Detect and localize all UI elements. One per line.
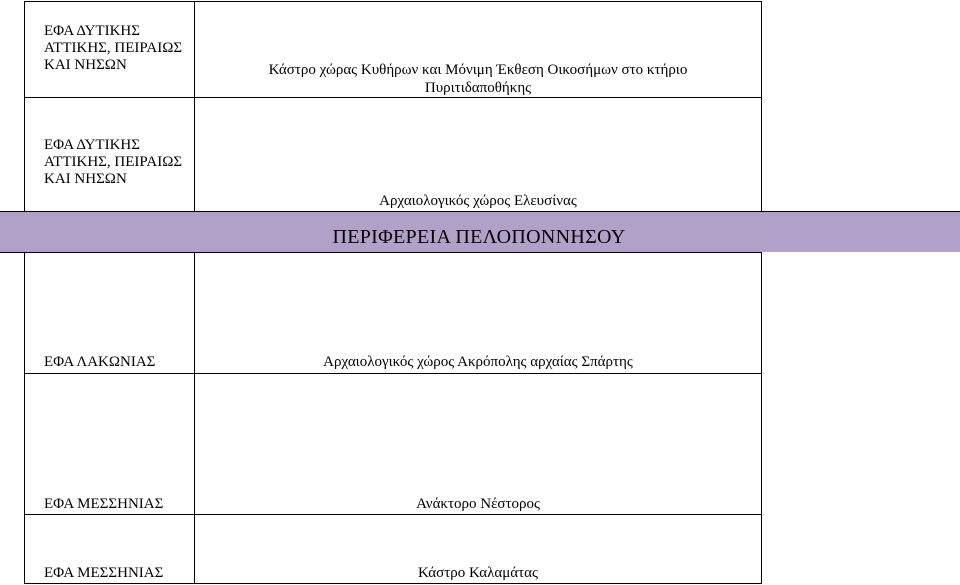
grid-line-row3-bottom	[24, 373, 762, 374]
table-row-site-line1: Κάστρο χώρας Κυθήρων και Μόνιμη Έκθεση Οικοσήμων στο κτήριο	[268, 62, 688, 78]
grid-line-col0-upper	[24, 1, 25, 211]
table-row-authority: ΕΦΑ ΔΥΤΙΚΗΣ ΑΤΤΙΚΗΣ, ΠΕΙΡΑΙΩΣ ΚΑΙ ΝΗΣΩΝ	[44, 23, 183, 73]
table-row-authority: ΕΦΑ ΔΥΤΙΚΗΣ ΑΤΤΙΚΗΣ, ΠΕΙΡΑΙΩΣ ΚΑΙ ΝΗΣΩΝ	[44, 137, 183, 187]
table-row-authority: ΕΦΑ ΛΑΚΩΝΙΑΣ	[44, 354, 156, 370]
grid-line-col0-lower	[24, 252, 25, 584]
region-header-title: ΠΕΡΙΦΕΡΕΙΑ ΠΕΛΟΠΟΝΝΗΣΟΥ	[332, 226, 626, 248]
grid-line-col1-upper	[194, 1, 195, 211]
grid-line-band-bottom	[0, 252, 762, 253]
table-row-site: Ανάκτορο Νέστορος	[416, 496, 540, 512]
grid-line-row4-bottom	[24, 514, 762, 515]
table-row-authority: ΕΦΑ ΜΕΣΣΗΝΙΑΣ	[44, 496, 164, 512]
grid-line-band-top	[0, 211, 960, 212]
table-row-site: Αρχαιολογικός χώρος Ελευσίνας	[379, 193, 577, 209]
table-row-authority: ΕΦΑ ΜΕΣΣΗΝΙΑΣ	[44, 565, 164, 581]
grid-line-bottom	[24, 583, 762, 584]
table-row-site-line2: Πυριτιδαποθήκης	[424, 80, 532, 96]
grid-line-col1-lower	[194, 252, 195, 584]
grid-line-top	[24, 1, 762, 2]
table-row-site: Κάστρο Καλαμάτας	[418, 565, 538, 581]
grid-line-col2-lower	[761, 252, 762, 584]
table-row-site: Αρχαιολογικός χώρος Ακρόπολης αρχαίας Σπάρτης	[323, 354, 633, 370]
grid-line-col2-upper	[761, 1, 762, 211]
grid-line-row1-bottom	[24, 97, 762, 98]
